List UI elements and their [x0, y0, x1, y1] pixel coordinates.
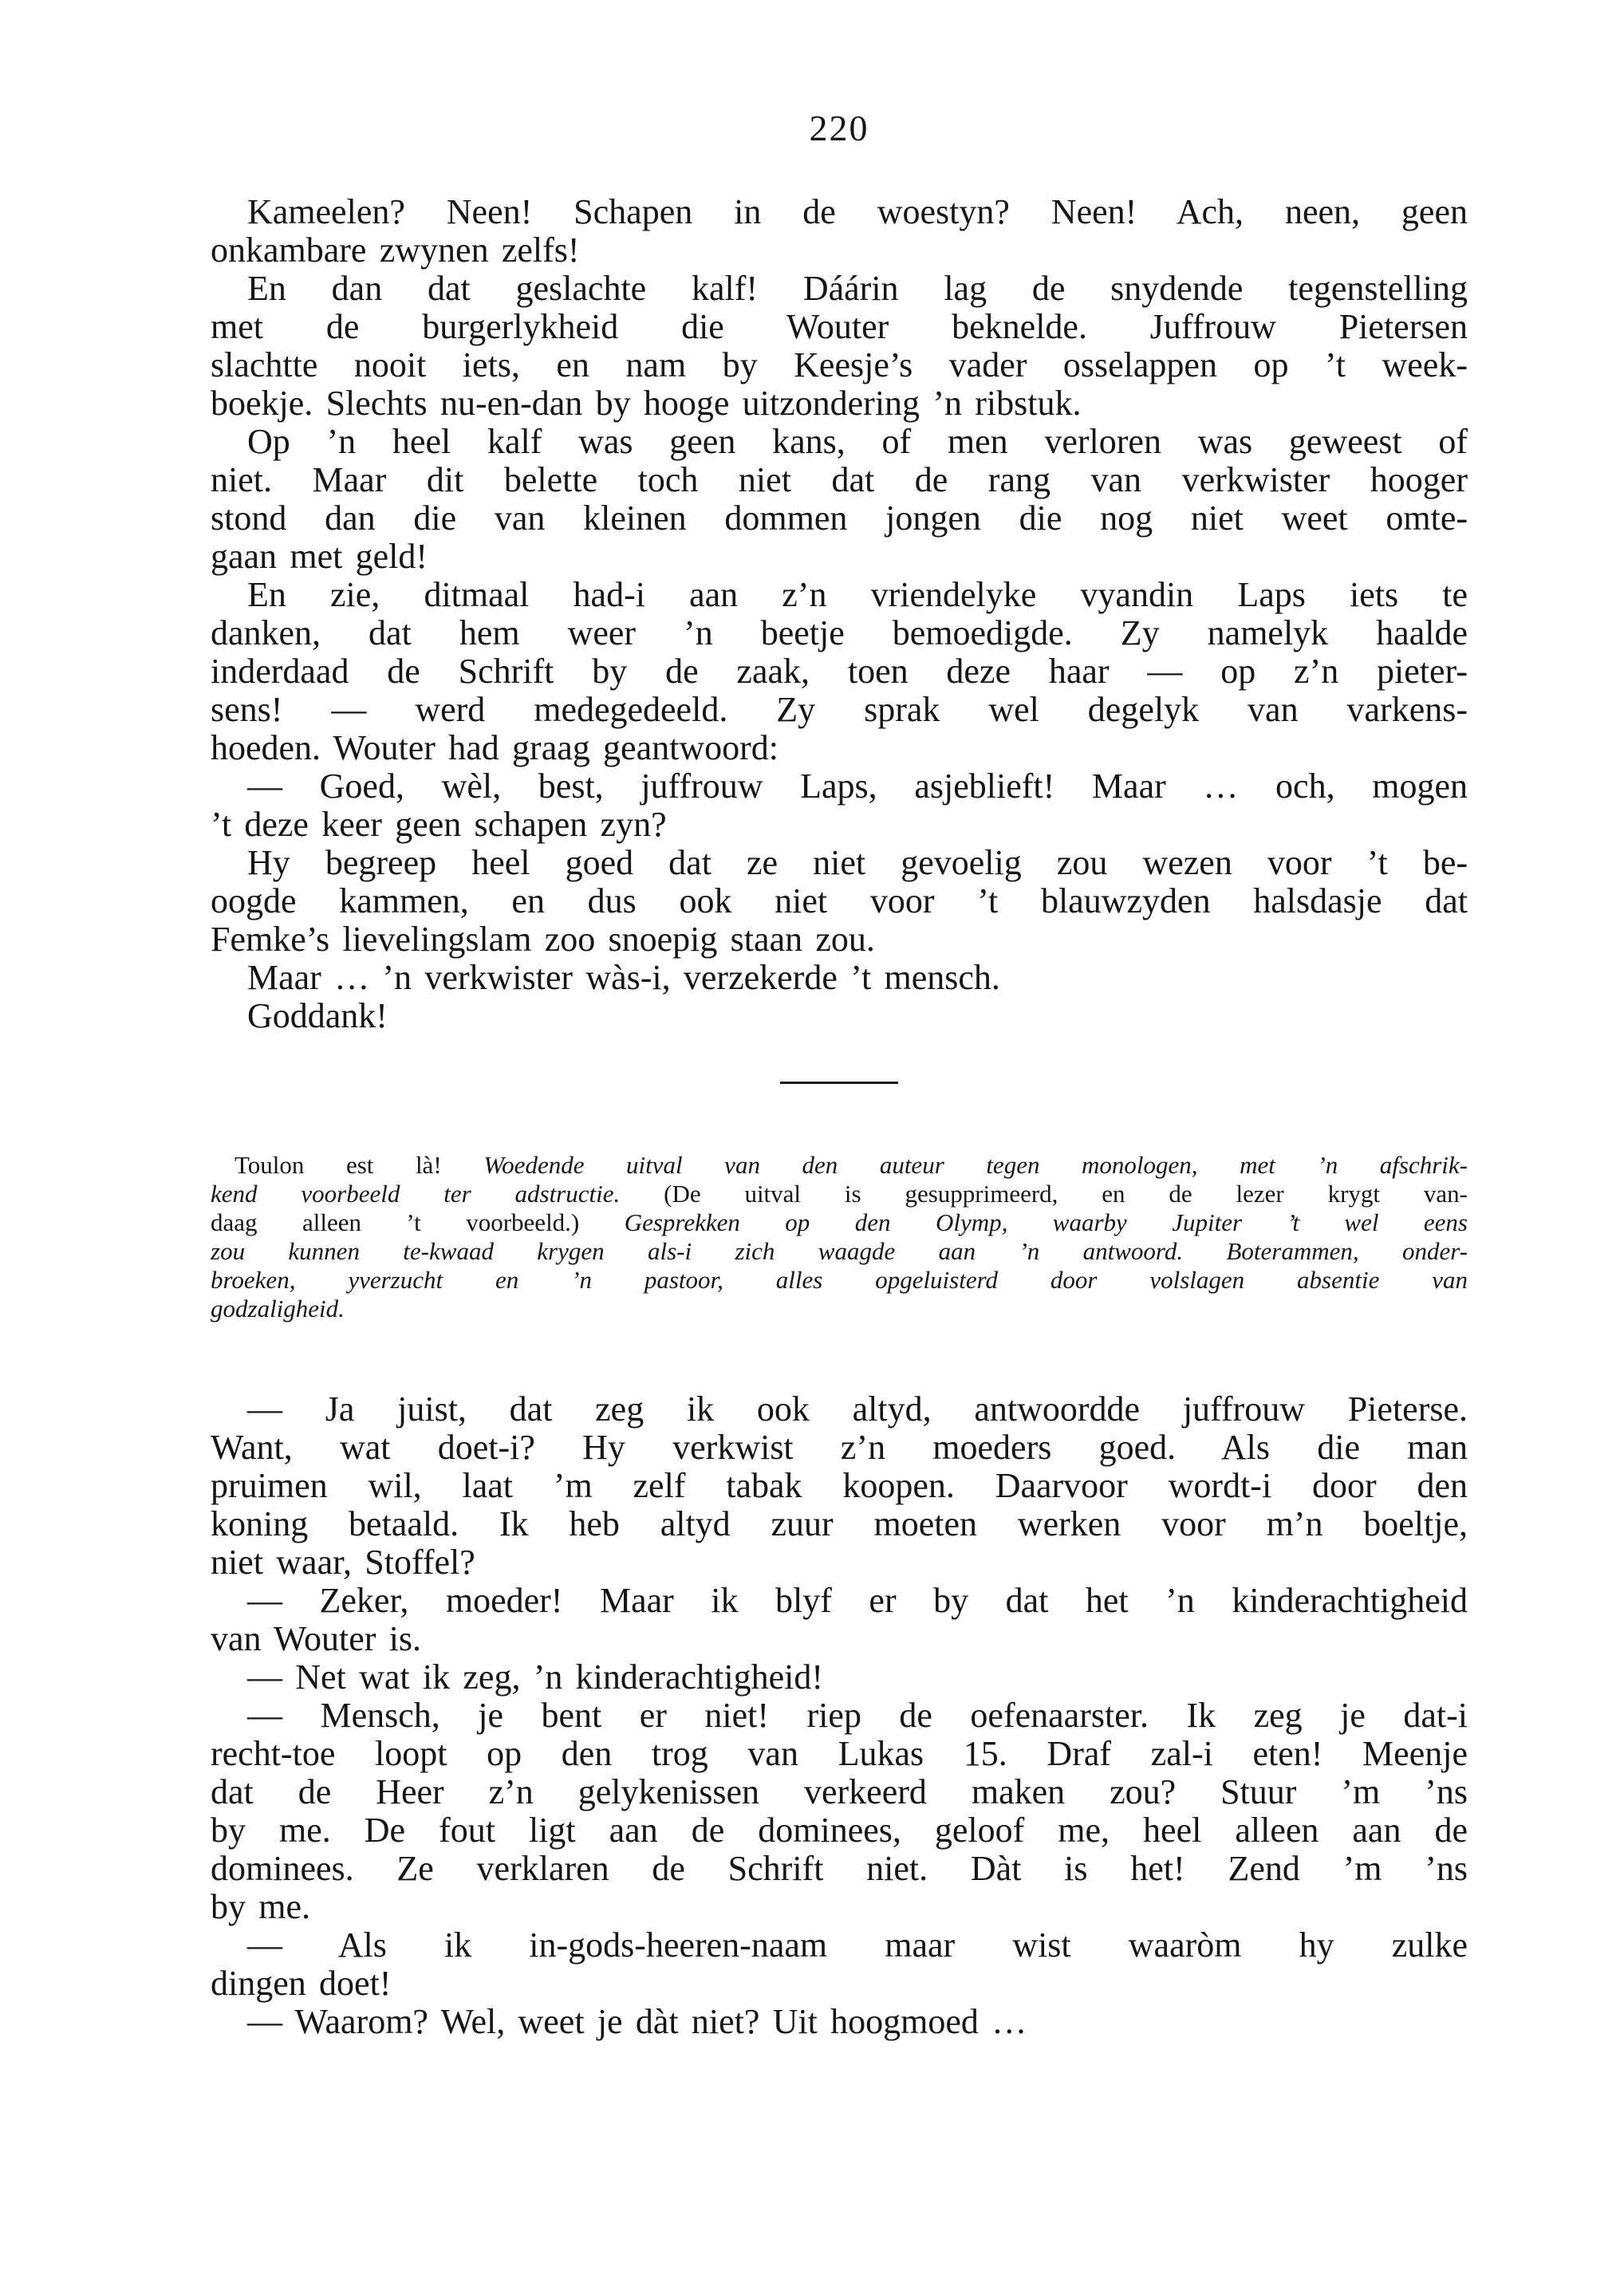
summary-line	[211, 1237, 1468, 1266]
italic-text-segment: Woedende uitval van den auteur tegen monologen, met ’n afschrik-	[483, 1151, 1468, 1179]
paragraph	[211, 844, 1468, 959]
text-line: dominees. Ze verklaren de Schrift niet. Dàt is het! Zend ’m ’ns	[211, 1849, 1468, 1888]
text-line: niet. Maar dit belette toch niet dat de rang van verkwister hooger	[211, 460, 1468, 499]
italic-text-segment: kend voorbeeld ter adstructie.	[211, 1180, 621, 1208]
summary-line	[211, 1266, 1468, 1295]
paragraph	[211, 997, 1468, 1035]
summary-line	[211, 1180, 1468, 1208]
paragraph	[211, 1926, 1468, 2003]
text-line: slachtte nooit iets, en nam by Keesje’s vader osselappen op ’t week-	[211, 345, 1468, 384]
italic-text-segment: godzaligheid.	[211, 1295, 345, 1322]
section-divider	[780, 1082, 898, 1084]
paragraph	[211, 270, 1468, 423]
page-number: 220	[809, 108, 869, 148]
summary-line	[211, 1295, 1468, 1323]
text-line: by me. De fout ligt aan de dominees, geloof me, heel alleen aan de	[211, 1811, 1468, 1850]
text-line: — Goed, wèl, best, juffrouw Laps, asjeblieft! Maar … och, mogen	[247, 767, 1468, 806]
text-line: Op ’n heel kalf was geen kans, of men verloren was geweest of	[247, 422, 1468, 461]
summary-line	[211, 1208, 1468, 1237]
text-line: ’t deze keer geen schapen zyn?	[211, 805, 667, 844]
paragraph	[211, 576, 1468, 767]
text-line: Maar … ’n verkwister wàs-i, verzekerde ’t mensch.	[247, 958, 1000, 997]
text-column	[211, 0, 1468, 2041]
italic-text-segment: broeken, yverzucht en ’n pastoor, alles opgeluisterd door volslagen absentie van	[211, 1266, 1468, 1294]
text-line: recht-toe loopt op den trog van Lukas 15. Draf zal-i eten! Meenje	[211, 1734, 1468, 1773]
roman-text-segment: Toulon est là!	[235, 1151, 484, 1179]
text-line: Want, wat doet-i? Hy verkwist z’n moeders goed. Als die man	[211, 1428, 1468, 1467]
main-text-block-2	[211, 1390, 1468, 2041]
text-line: boekje. Slechts nu-en-dan by hooge uitzondering ’n ribstuk.	[211, 384, 1082, 423]
text-line: niet waar, Stoffel?	[211, 1543, 475, 1582]
text-line: pruimen wil, laat ’m zelf tabak koopen. Daarvoor wordt-i door den	[211, 1466, 1468, 1505]
text-line: koning betaald. Ik heb altyd zuur moeten werken voor m’n boeltje,	[211, 1504, 1468, 1543]
roman-text-segment: daag alleen ’t voorbeeld.)	[211, 1208, 625, 1236]
paragraph	[211, 1658, 1468, 1697]
text-line: — Als ik in-gods-heeren-naam maar wist waaròm hy zulke	[247, 1925, 1468, 1965]
italic-text-segment: zou kunnen te-kwaad krygen als-i zich waagde aan ’n antwoord. Boterammen, onder-	[211, 1237, 1468, 1265]
text-line: En zie, ditmaal had-i aan z’n vriendelyke vyandin Laps iets te	[247, 575, 1468, 614]
text-line: sens! — werd medegedeeld. Zy sprak wel degelyk van varkens-	[211, 690, 1468, 729]
text-line: van Wouter is.	[211, 1619, 422, 1658]
paragraph	[211, 959, 1468, 997]
paragraph	[211, 423, 1468, 576]
text-line: — Zeker, moeder! Maar ik blyf er by dat het ’n kinderachtigheid	[247, 1581, 1468, 1620]
text-line: Hy begreep heel goed dat ze niet gevoelig zou wezen voor ’t be-	[247, 843, 1468, 882]
text-line: oogde kammen, en dus ook niet voor ’t blauwzyden halsdasje dat	[211, 881, 1468, 920]
text-line: onkambare zwynen zelfs!	[211, 231, 580, 270]
italic-text-segment: Gesprekken op den Olymp, waarby Jupiter ’t wel eens	[624, 1208, 1468, 1236]
text-line: — Waarom? Wel, weet je dàt niet? Uit hoogmoed …	[247, 2002, 1027, 2041]
text-line: hoeden. Wouter had graag geantwoord:	[211, 728, 778, 767]
text-line: Goddank!	[247, 996, 388, 1035]
text-line: dingen doet!	[211, 1964, 392, 2003]
text-line: dat de Heer z’n gelykenissen verkeerd maken zou? Stuur ’m ’ns	[211, 1772, 1468, 1811]
paragraph	[211, 1390, 1468, 1582]
paragraph	[211, 767, 1468, 844]
text-line: met de burgerlykheid die Wouter beknelde. Juffrouw Pietersen	[211, 307, 1468, 346]
paragraph	[211, 193, 1468, 270]
text-line: gaan met geld!	[211, 537, 428, 576]
chapter-summary-block	[211, 1151, 1468, 1323]
main-text-block-1	[211, 193, 1468, 1035]
text-line: stond dan die van kleinen dommen jongen die nog niet weet omte-	[211, 499, 1468, 538]
text-line: En dan dat geslachte kalf! Dáárin lag de snydende tegenstelling	[247, 269, 1468, 308]
paragraph	[211, 1697, 1468, 1926]
text-line: Femke’s lievelingslam zoo snoepig staan zou.	[211, 920, 875, 959]
text-line: inderdaad de Schrift by de zaak, toen deze haar — op z’n pieter-	[211, 652, 1468, 691]
summary-line	[211, 1151, 1468, 1180]
roman-text-segment: (De uitval is gesupprimeerd, en de lezer krygt van-	[620, 1180, 1468, 1208]
paragraph	[211, 2003, 1468, 2041]
text-line: — Ja juist, dat zeg ik ook altyd, antwoordde juffrouw Pieterse.	[247, 1389, 1468, 1429]
text-line: by me.	[211, 1887, 311, 1926]
text-line: — Net wat ik zeg, ’n kinderachtigheid!	[247, 1657, 823, 1697]
text-line: danken, dat hem weer ’n beetje bemoedigde. Zy namelyk haalde	[211, 613, 1468, 652]
paragraph	[211, 1582, 1468, 1658]
text-line: — Mensch, je bent er niet! riep de oefenaarster. Ik zeg je dat-i	[247, 1696, 1468, 1735]
text-line: Kameelen? Neen! Schapen in de woestyn? Neen! Ach, neen, geen	[247, 192, 1468, 231]
